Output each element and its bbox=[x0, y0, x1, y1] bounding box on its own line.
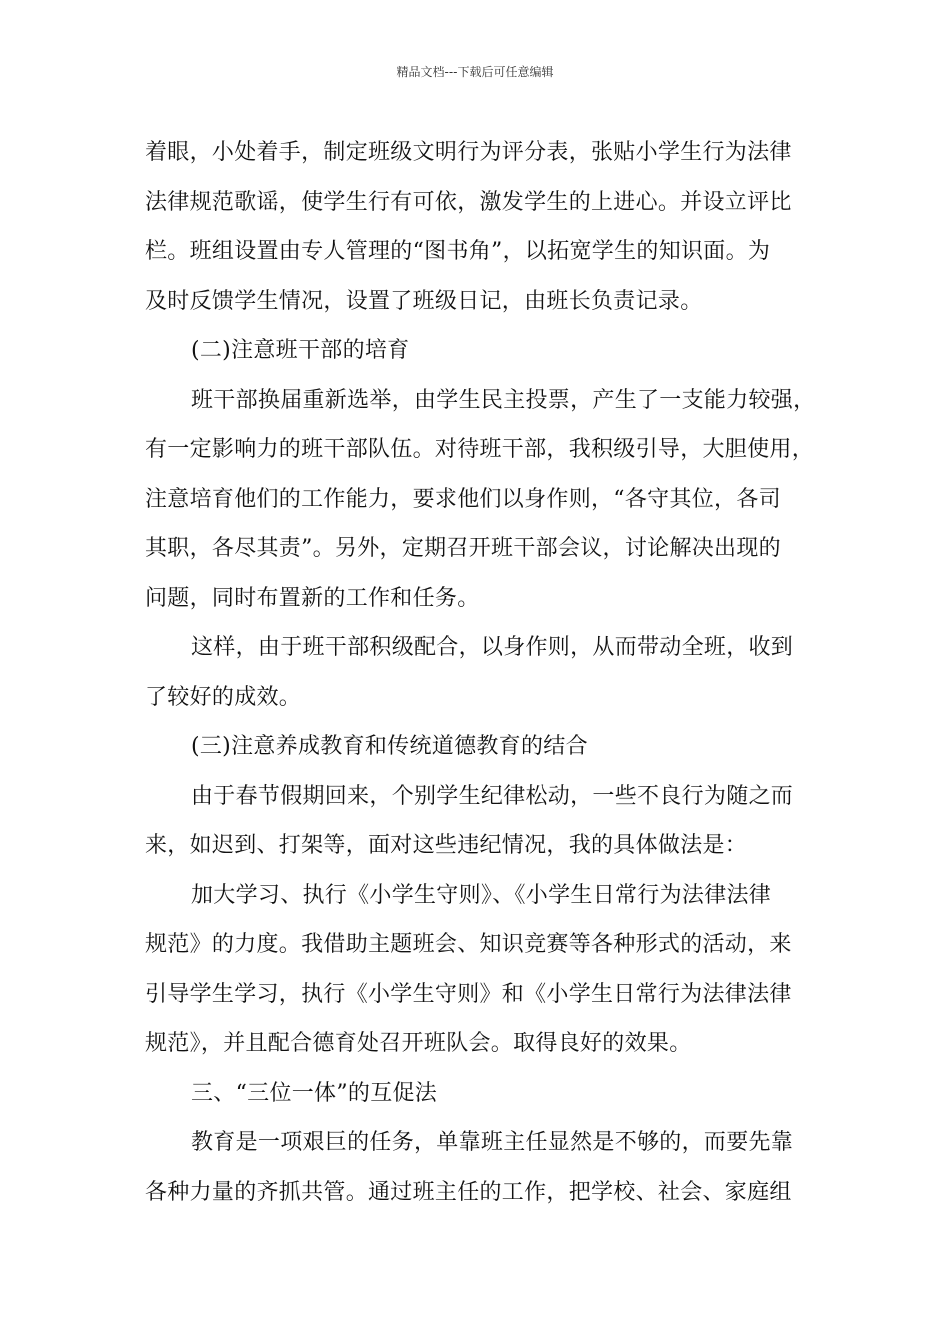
body-text bbox=[145, 128, 825, 1217]
section-heading: 三、“三位一体”的互促法 bbox=[191, 1080, 438, 1106]
text-line: 班干部换届重新选举，由学生民主投票，产生了一支能力较强， bbox=[191, 387, 816, 413]
text-line: 这样，由于班干部积级配合，以身作则，从而带动全班，收到 bbox=[191, 635, 794, 660]
text-line: 引导学生学习，执行《小学生守则》和《小学生日常行为法律法律 bbox=[145, 981, 792, 1007]
section-heading: (二)注意班干部的培育 bbox=[191, 338, 410, 363]
text-line: 其职，各尽其责”。另外，定期召开班干部会议，讨论解决出现的 bbox=[145, 536, 781, 561]
text-line: 及时反馈学生情况，设置了班级日记，由班长负责记录。 bbox=[145, 288, 703, 314]
text-line: 栏。班组设置由专人管理的“图书角”，以拓宽学生的知识面。为 bbox=[145, 239, 771, 264]
text-line: 着眼，小处着手，制定班级文明行为评分表，张贴小学生行为法律 bbox=[145, 140, 792, 165]
text-line: 由于春节假期回来，个别学生纪律松动，一些不良行为随之而 bbox=[191, 783, 794, 809]
text-line: 加大学习、执行《小学生守则》、《小学生日常行为法律法律 bbox=[191, 882, 772, 908]
text-line: 注意培育他们的工作能力，要求他们以身作则，“各守其位，各司 bbox=[145, 486, 781, 512]
text-line: 规范》的力度。我借助主题班会、知识竞赛等各种形式的活动，来 bbox=[145, 932, 792, 957]
page-header: 精品文档---下载后可任意编辑 bbox=[396, 65, 554, 79]
text-line: 了较好的成效。 bbox=[145, 684, 302, 710]
text-line: 法律规范歌谣，使学生行有可依，激发学生的上进心。并设立评比 bbox=[145, 189, 792, 215]
section-heading: (三)注意养成教育和传统道德教育的结合 bbox=[191, 734, 588, 759]
text-line: 来，如迟到、打架等，面对这些违纪情况，我的具体做法是： bbox=[145, 833, 748, 858]
text-line: 教育是一项艰巨的任务，单靠班主任显然是不够的，而要先靠 bbox=[191, 1130, 794, 1155]
text-line: 各种力量的齐抓共管。通过班主任的工作，把学校、社会、家庭组 bbox=[145, 1179, 792, 1205]
text-line: 问题，同时布置新的工作和任务。 bbox=[145, 585, 480, 611]
text-line: 规范》，并且配合德育处召开班队会。取得良好的效果。 bbox=[145, 1031, 692, 1056]
text-line: 有一定影响力的班干部队伍。对待班干部，我积级引导，大胆使用， bbox=[145, 437, 815, 462]
